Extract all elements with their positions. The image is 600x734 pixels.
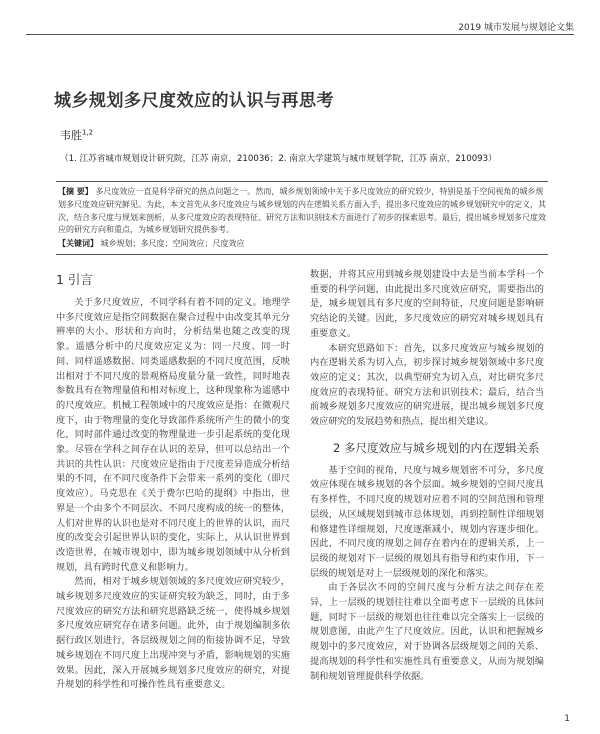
abstract-text: 多尺度效应一直是科学研究的热点问题之一。然而，城乡规划领域中关于多尺度效应的研究较少，特别是基于空间视角的城乡规划多尺度效应研究鲜见。为此，本文首先从多尺度效应与城乡规划的内在逻辑关系方面入手，提出多尺度效应的城乡规划研究中的定义，其次，结合多尺度与规划来剖析，从多尺度效应的表现特征、研究方法和识别技术方面进行了初步的探索思考。最后，提出城乡规划多尺度效应的研究方向和重点，为城乡规划研究提供参考。 bbox=[58, 187, 546, 235]
body-paragraph: 关于多尺度效应，不同学科有着不同的定义。地理学中多尺度效应是指空间数据在聚合过程中由改变其单元分辨率的大小、形状和方向时，分析结果也随之改变的现象。遥感分析中的尺度效应定义为：同一尺度、同一时间、同样遥感数据、同类遥感数据的不同尺度范围，反映出相对于不同尺度的景观格局度量分量一致性，同时地表参数具有在物理量值和相对标度上，这种现象称为遥感中的尺度效应。机械工程领域中的尺度效应是指：在微观尺度下，由于物理量的变化导致部件系统所产生的微小的变化，同时部件通过改变的物理量进一步引起系统的变化现象。尽管在学科之间存在认识的差异，但可以总结出一个共识的共性认识：尺度效应是指由于尺度差异造成分析结果的不同，在不同尺度条件下会带来一系列的变化（即尺度效应）。马克思在《关于费尔巴哈的提纲》中指出，世界是一个由多个不同层次、不同尺度构成的统一的整体，人们对世界的认识也是对不同尺度上的世界的认识，而尺度的改变会引起世界认识的变化，实际上，从认识世界到改造世界，在城市规划中，即为城乡规划领域中从分析到规划，具有跨时代意义和影响力。 bbox=[56, 297, 290, 573]
section-heading-logic: 2 多尺度效应与城乡规划的内在逻辑关系 bbox=[333, 440, 540, 455]
keywords bbox=[58, 238, 546, 251]
body-paragraph: 数据，并将其应用到城乡规划建设中去是当前本学科一个重要的科学问题，由此提出多尺度效应研究，需要指出的是，城乡规划具有多尺度的空间特征，尺度问题是影响研究结论的关键。因此，多尺度效应的研究对城乡规划具有重要意义。 bbox=[310, 269, 544, 339]
affiliation: （1. 江苏省城市规划设计研究院，江苏 南京，210036；2. 南京大学建筑与城市规划学院，江苏 南京，210093） bbox=[60, 154, 497, 164]
keywords-text: 城乡规划；多尺度；空间效应；尺度效应 bbox=[100, 239, 245, 249]
author-superscript: 1,2 bbox=[82, 128, 94, 137]
body-paragraph: 本研究思路如下：首先，以多尺度效应与城乡规划的内在逻辑关系为切入点，初步探讨城乡规划领域中多尺度效应的定义；其次，以典型研究为切入点，对比研究多尺度效应的表现特征、研究方法和识别技术；最后，结合当前城乡规划多尺度效应的研究进展，提出城乡规划多尺度效应研究的发展趋势和热点，提出相关建议。 bbox=[310, 342, 544, 428]
author-line bbox=[60, 127, 93, 143]
body-paragraph: 基于空间的视角，尺度与城乡规划密不可分，多尺度效应体现在城乡规划的各个层面。城乡规划的空间尺度具有多样性，不同尺度的规划对应着不同的空间范围和管理层级，从区域规划到城市总体规划，再到控制性详细规划和修建性详细规划，尺度逐渐减小，规划内容逐步细化。因此，不同尺度的规划之间存在着内在的逻辑关系，上一层级的规划对下一层级的规划具有指导和约束作用，下一层级的规划是对上一层级规划的深化和落实。 bbox=[310, 464, 544, 579]
left-column bbox=[56, 296, 290, 693]
header-rule bbox=[26, 34, 574, 35]
author-name: 韦胜 bbox=[60, 129, 82, 142]
abstract-label: 【摘 要】 bbox=[58, 187, 93, 196]
body-paragraph: 由于各层次不同的空间尺度与分析方法之间存在差异，上一层级的规划往往难以全面考虑下一层级的具体问题，同时下一层级的规划也往往难以完全落实上一层级的规划意图，由此产生了尺度效应。因此，认识和把握城乡规划中的多尺度效应，对于协调各层级规划之间的关系、提高规划的科学性和实施性具有重要意义，从而为规划编制和规划管理提供科学依据。 bbox=[310, 582, 544, 682]
page-number: 1 bbox=[564, 714, 570, 724]
body-paragraph: 然而，相对于城乡规划领域的多尺度效应研究较少，城乡规划多尺度效应的实证研究较为缺乏，同时，由于多尺度效应的研究方法和研究思路缺乏统一，使得城乡规划多尺度效应研究存在诸多问题。此外，由于规划编制多依据行政区划进行，各层级规划之间的衔接协调不足，导致城乡规划在不同尺度上出现冲突与矛盾，影响规划的实施效果。因此，深入开展城乡规划多尺度效应的研究，对提升规划的科学性和可操作性具有重要意义。 bbox=[56, 576, 290, 691]
running-header: 2019 城市发展与规划论文集 bbox=[458, 23, 574, 33]
abstract-box bbox=[56, 181, 548, 255]
section-heading-introduction: 1 引言 bbox=[56, 272, 93, 287]
right-column bbox=[310, 268, 544, 684]
paper-title: 城乡规划多尺度效应的认识与再思考 bbox=[54, 91, 334, 111]
keywords-label: 【关键词】 bbox=[58, 239, 98, 249]
abstract bbox=[58, 186, 546, 237]
